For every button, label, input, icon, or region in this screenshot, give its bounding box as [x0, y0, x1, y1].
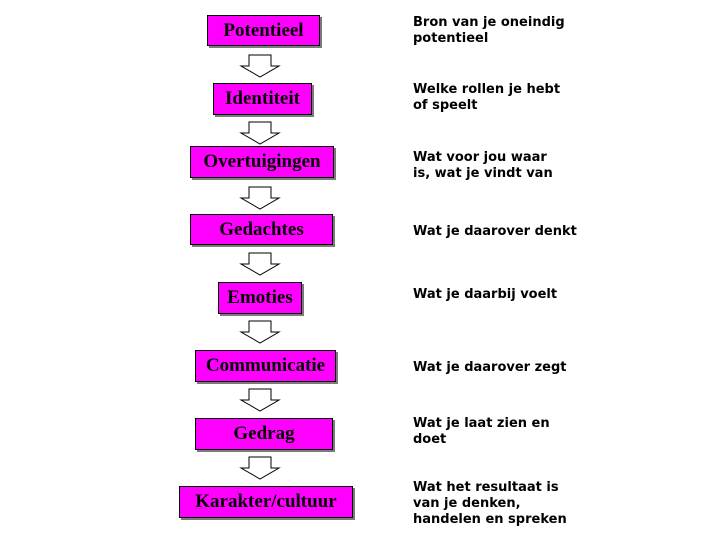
step-box-emoties: Emoties: [218, 282, 302, 314]
step-description-karakter-cultuur: Wat het resultaat is van je denken, handelen en spreken: [413, 480, 567, 527]
step-description-potentieel: Bron van je oneindig potentieel: [413, 15, 565, 46]
down-arrow-icon: [240, 121, 280, 145]
step-description-identiteit: Welke rollen je hebt of speelt: [413, 82, 561, 113]
down-arrow-icon: [240, 388, 280, 412]
step-box-gedachtes: Gedachtes: [190, 214, 333, 245]
down-arrow-icon: [240, 252, 280, 276]
step-description-overtuigingen: Wat voor jou waar is, wat je vindt van: [413, 150, 553, 181]
step-description-emoties: Wat je daarbij voelt: [413, 287, 558, 302]
down-arrow-icon: [240, 186, 280, 210]
step-description-communicatie: Wat je daarover zegt: [413, 360, 567, 375]
step-box-overtuigingen: Overtuigingen: [190, 146, 334, 178]
step-box-identiteit: Identiteit: [213, 83, 312, 115]
step-box-gedrag: Gedrag: [195, 418, 333, 450]
step-box-potentieel: Potentieel: [207, 15, 320, 46]
step-description-gedrag: Wat je laat zien en doet: [413, 416, 550, 447]
down-arrow-icon: [240, 54, 280, 78]
step-description-gedachtes: Wat je daarover denkt: [413, 224, 577, 239]
step-box-communicatie: Communicatie: [195, 350, 336, 382]
step-box-karakter-cultuur: Karakter/cultuur: [179, 486, 353, 518]
down-arrow-icon: [240, 456, 280, 480]
down-arrow-icon: [240, 320, 280, 344]
